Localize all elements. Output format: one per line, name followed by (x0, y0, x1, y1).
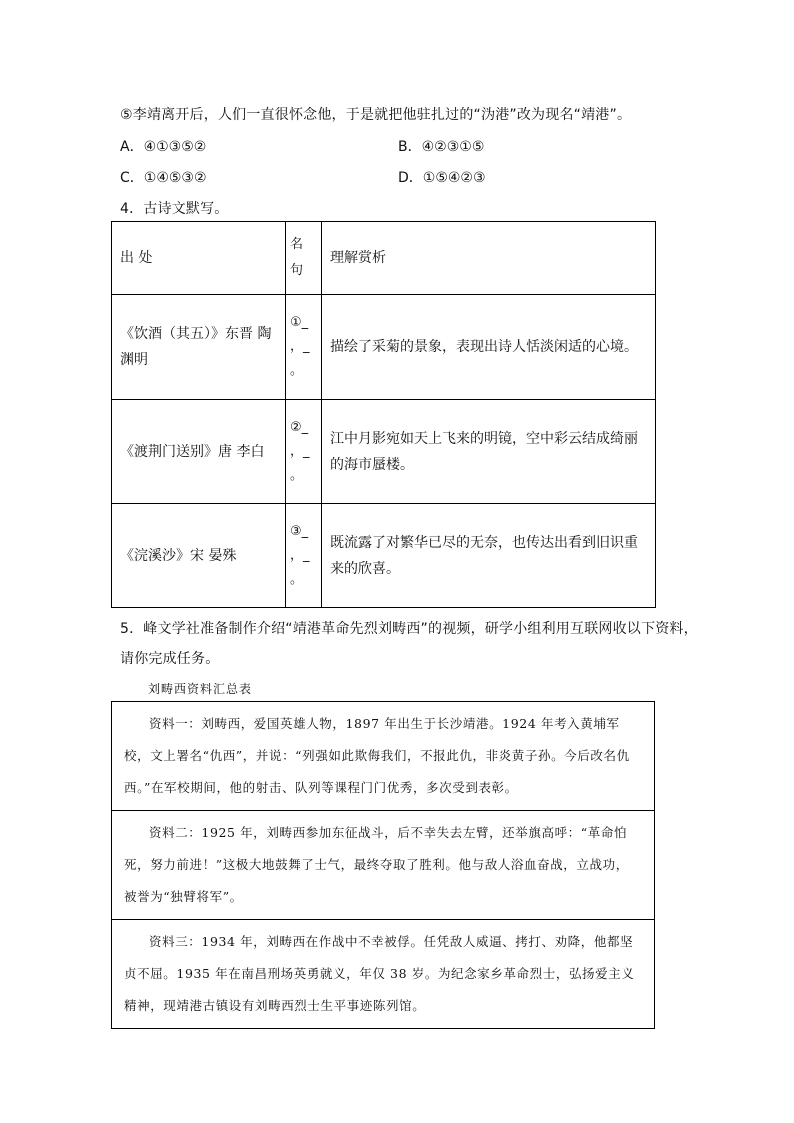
poem-row (112, 400, 656, 504)
blank-part-3: 。 (290, 571, 304, 587)
option-c[interactable] (120, 167, 207, 187)
material-3: 资料三：1934 年，刘畴西在作战中不幸被俘。任凭敌人威逼、拷打、劝降，他都坚贞不屈。1935 年在南昌刑场英勇就义，年仅 38 岁。为纪念家乡革命烈士，弘扬爱主义精神，现靖港古镇设有刘畴西烈士生平事迹陈列馆。 (112, 920, 655, 1029)
q4-title: 4．古诗文默写。 (120, 201, 229, 217)
option-d[interactable] (398, 167, 486, 187)
material-2: 资料二：1925 年，刘畴西参加东征战斗，后不幸失去左臂，还举旗高呼：“革命怕死，努力前进！”这极大地鼓舞了士气，最终夺取了胜利。他与敌人浴血奋战，立战功，被誉为“独臂将军”。 (112, 811, 655, 920)
poem-source: 《渡荆门送别》唐 李白 (112, 400, 286, 504)
poem-source: 《饮酒（其五）》东晋 陶渊明 (112, 295, 286, 400)
blank-part-3: 。 (290, 363, 304, 378)
blank-part-1[interactable]: ①_ (290, 315, 309, 330)
option-b-value: ④②③①⑤ (421, 139, 485, 155)
blank-part-2[interactable]: ，_ (290, 339, 310, 354)
poem-analysis: 描绘了采菊的景象，表现出诗人恬淡闲适的心境。 (322, 295, 656, 400)
blank-part-1[interactable]: ②_ (290, 419, 309, 435)
blank-part-1[interactable]: ③_ (290, 523, 309, 539)
option-b[interactable] (398, 136, 484, 156)
poem-source: 《浣溪沙》宋 晏殊 (112, 504, 286, 608)
header-quote (286, 222, 322, 295)
header-source: 出 处 (112, 222, 286, 295)
material-table (111, 701, 655, 1029)
option-a-label: A． (120, 139, 144, 155)
option-b-label: B． (398, 139, 422, 155)
poem-answer-blank[interactable] (286, 504, 322, 608)
poem-table (111, 221, 656, 608)
q5-intro-line-1: 5．峰文学社准备制作介绍“靖港革命先烈刘畴西”的视频，研学小组利用互联网收以下资料， (120, 621, 698, 637)
material-1: 资料一：刘畴西，爱国英雄人物，1897 年出生于长沙靖港。1924 年考入黄埔军校，文上署名“仇西”，并说：“列强如此欺侮我们，不报此仇，非炎黄子孙。今后改名仇西。”在军校期间，他的射击、队列等课程门门优秀，多次受到表彰。 (112, 702, 655, 811)
poem-analysis: 既流露了对繁华已尽的无奈，也传达出看到旧识重来的欣喜。 (322, 504, 656, 608)
poem-answer-blank[interactable] (286, 295, 322, 400)
header-quote-line2: 句 (290, 263, 304, 278)
option-d-value: ①⑤④②③ (422, 170, 486, 186)
blank-part-2[interactable]: ，_ (290, 443, 310, 459)
poem-table-header (112, 222, 656, 295)
blank-part-2[interactable]: ，_ (290, 547, 310, 563)
option-c-label: C． (120, 170, 144, 186)
poem-answer-blank[interactable] (286, 400, 322, 504)
blank-part-3: 。 (290, 467, 304, 483)
option-a-value: ④①③⑤② (143, 139, 207, 155)
poem-row (112, 295, 656, 400)
header-quote-line1: 名 (290, 237, 304, 252)
option-a[interactable] (120, 136, 206, 156)
q3-item-5: ⑤李靖离开后，人们一直很怀念他，于是就把他驻扎过的“沩港”改为现名“靖港”。 (120, 107, 632, 123)
poem-analysis: 江中月影宛如天上飞来的明镜，空中彩云结成绮丽的海市蜃楼。 (322, 400, 656, 504)
option-d-label: D． (398, 170, 423, 186)
header-analysis: 理解赏析 (322, 222, 656, 295)
material-row (112, 811, 655, 920)
poem-row (112, 504, 656, 608)
material-row (112, 702, 655, 811)
material-table-caption: 刘畴西资料汇总表 (148, 682, 253, 696)
option-c-value: ①④⑤③② (143, 170, 207, 186)
material-row (112, 920, 655, 1029)
q5-intro-line-2: 请你完成任务。 (120, 651, 220, 667)
